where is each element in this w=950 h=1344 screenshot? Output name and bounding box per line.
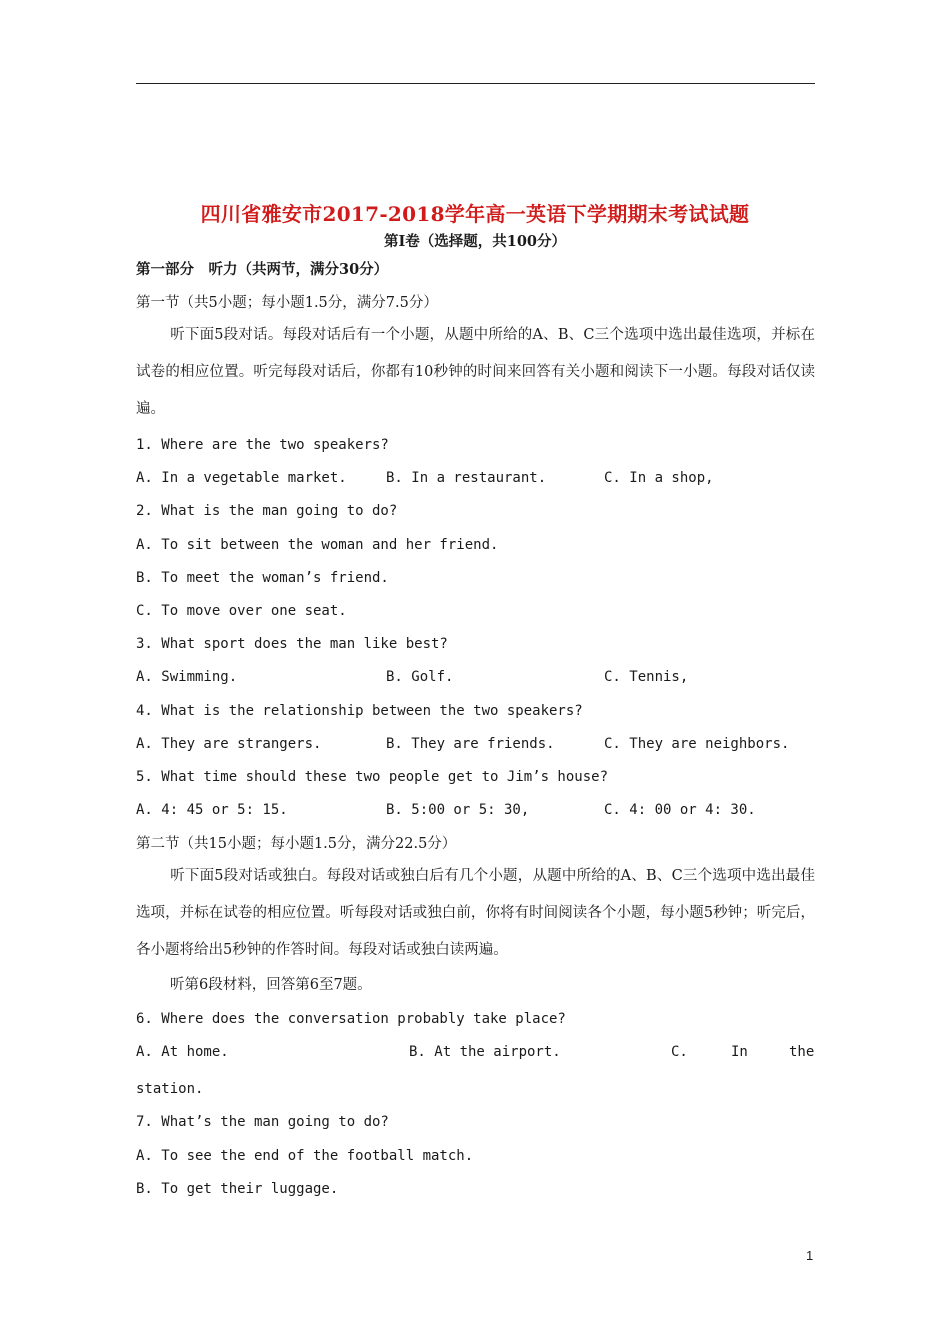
page-number: 1: [806, 1248, 814, 1263]
exam-subtitle: 第Ⅰ卷（选择题，共100分）: [383, 233, 567, 250]
part1-heading: 第一部分 听力（共两节，满分30分）: [136, 261, 389, 278]
q7-option-a: A. To see the end of the football match.: [136, 1148, 474, 1164]
section1-instructions-text: 听下面5段对话。每段对话后有一个小题，从题中所给的A、B、C三个选项中选出最佳选项，并标在试卷的相应位置。听完每段对话后，你都有10秒钟的时间来回答有关小题和阅读下一小题。每段对话仅读遍。: [136, 327, 815, 417]
q6-option-a: A. At home.: [136, 1044, 229, 1060]
q6-option-c-word1: In: [731, 1044, 748, 1060]
q6-option-c-word2: the: [789, 1044, 815, 1060]
header-rule: [136, 83, 815, 84]
q4-stem: 4. What is the relationship between the two speakers?: [136, 703, 583, 719]
section2-instructions-text: 听下面5段对话或独白。每段对话或独白后有几个小题，从题中所给的A、B、C三个选项中选出最佳选项，并标在试卷的相应位置。听每段对话或独白前，你将有时间阅读各个小题，每小题5秒钟；听完后，各小题将给出5秒钟的作答时间。每段对话或独白读两遍。: [136, 868, 815, 958]
q2-option-b: B. To meet the woman’s friend.: [136, 570, 389, 586]
q4-option-c: C. They are neighbors.: [604, 736, 790, 752]
q7-option-b: B. To get their luggage.: [136, 1181, 339, 1197]
q6-option-c-word3: station.: [136, 1081, 204, 1097]
q5-option-b: B. 5:00 or 5: 30,: [386, 802, 530, 818]
q4-option-b: B. They are friends.: [386, 736, 555, 752]
q6-option-b: B. At the airport.: [409, 1044, 561, 1060]
q3-stem: 3. What sport does the man like best?: [136, 636, 448, 652]
section2-heading: 第二节（共15小题；每小题1.5分，满分22.5分）: [136, 836, 457, 852]
q5-option-a: A. 4: 45 or 5: 15.: [136, 802, 288, 818]
q1-option-b: B. In a restaurant.: [386, 470, 547, 486]
section2-instructions: [136, 858, 815, 969]
q1-option-a: A. In a vegetable market.: [136, 470, 347, 486]
q2-stem: 2. What is the man going to do?: [136, 503, 398, 519]
q1-option-c: C. In a shop,: [604, 470, 714, 486]
material6-instruction: 听第6段材料，回答第6至7题。: [170, 977, 372, 993]
exam-title: 四川省雅安市2017-2018学年高一英语下学期期末考试试题: [200, 202, 750, 226]
q2-option-a: A. To sit between the woman and her friend.: [136, 537, 499, 553]
q3-option-a: A. Swimming.: [136, 669, 238, 685]
q6-option-c-marker: C.: [671, 1044, 688, 1060]
q3-option-c: C. Tennis,: [604, 669, 689, 685]
q5-option-c: C. 4: 00 or 4: 30.: [604, 802, 756, 818]
q1-stem: 1. Where are the two speakers?: [136, 437, 389, 453]
q3-option-b: B. Golf.: [386, 669, 454, 685]
section1-instructions: [136, 317, 815, 428]
q6-stem: 6. Where does the conversation probably take place?: [136, 1011, 566, 1027]
section1-heading: 第一节（共5小题；每小题1.5分，满分7.5分）: [136, 295, 438, 311]
q7-stem: 7. What’s the man going to do?: [136, 1114, 389, 1130]
q2-option-c: C. To move over one seat.: [136, 603, 347, 619]
q5-stem: 5. What time should these two people get to Jim’s house?: [136, 769, 609, 785]
q4-option-a: A. They are strangers.: [136, 736, 322, 752]
